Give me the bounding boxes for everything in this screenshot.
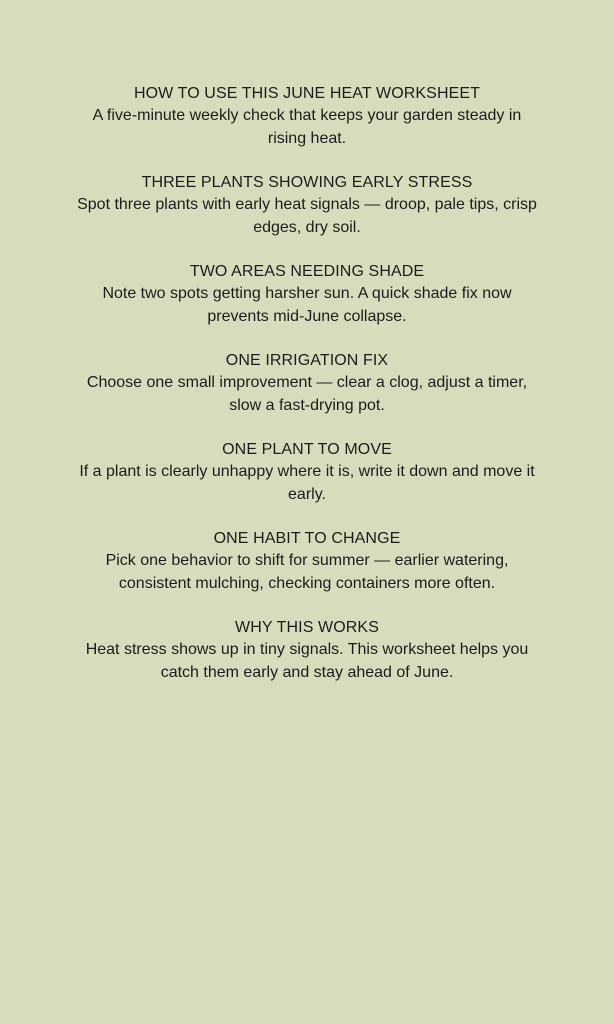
section-habit-to-change — [77, 528, 537, 595]
section-body: If a plant is clearly unhappy where it is, write it down and move it early. — [79, 463, 535, 503]
section-heading: HOW TO USE THIS JUNE HEAT WORKSHEET — [133, 85, 481, 102]
section-heading: ONE IRRIGATION FIX — [225, 352, 389, 369]
section-plant-to-move — [77, 439, 537, 506]
section-body: A five-minute weekly check that keeps your garden steady in rising heat. — [92, 107, 522, 147]
section-body: Note two spots getting harsher sun. A quick shade fix now prevents mid-June collapse. — [102, 285, 512, 325]
section-body: Pick one behavior to shift for summer — earlier watering, consistent mulching, checking containers more often. — [105, 552, 509, 592]
section-body: Choose one small improvement — clear a clog, adjust a timer, slow a fast-drying pot. — [86, 374, 528, 414]
section-heading: THREE PLANTS SHOWING EARLY STRESS — [141, 174, 473, 191]
section-body: Spot three plants with early heat signals — droop, pale tips, crisp edges, dry soil. — [77, 196, 537, 236]
section-heading: ONE HABIT TO CHANGE — [213, 530, 401, 547]
section-how-to-use — [77, 83, 537, 150]
section-body: Heat stress shows up in tiny signals. This worksheet helps you catch them early and stay ahead of June. — [85, 641, 529, 681]
section-why-this-works — [77, 617, 537, 684]
section-irrigation-fix — [77, 350, 537, 417]
section-two-areas — [77, 261, 537, 328]
section-heading: WHY THIS WORKS — [235, 619, 379, 636]
section-heading: ONE PLANT TO MOVE — [222, 441, 392, 458]
section-three-plants — [77, 172, 537, 239]
section-heading: TWO AREAS NEEDING SHADE — [189, 263, 425, 280]
